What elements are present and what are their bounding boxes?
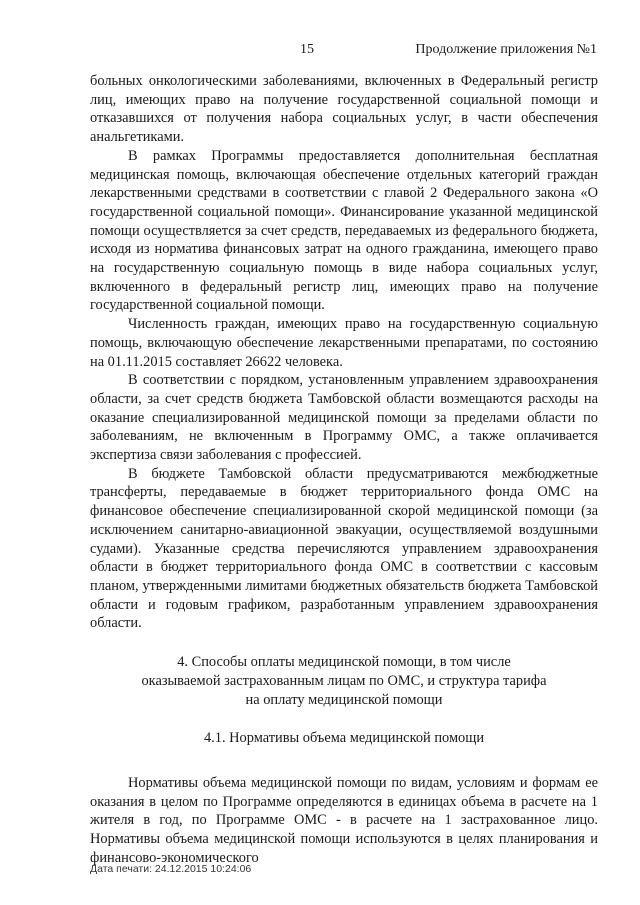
paragraph-interbudget-transfers: В бюджете Тамбовской области предусматриваются межбюджетные трансферты, передаваемые в бюджет территориального фонда ОМС на финансовое обеспечение специализированной скорой медицинской помощи (за исключением санитарно-авиационной эвакуации, осуществляемой воздушными судами). Указанные средства перечисляются управлением здравоохранения области в бюджет территориального фонда ОМС в соответствии с кассовым планом, утвержденными лимитами бюджетных обязательств бюджета Тамбовской области и годовым графиком, разработанным управлением здравоохранения области. (90, 465, 598, 632)
paragraph-expense-reimbursement: В соответствии с порядком, установленным управлением здравоохранения области, за счет средств бюджета Тамбовской области возмещаются расходы на оказание специализированной медицинской помощи за пределами области по заболеваниям, не включенным в Программу ОМС, а также оплачивается экспертиза связи заболевания с профессией. (90, 372, 598, 464)
document-body (90, 72, 598, 867)
paragraph-citizen-count: Численность граждан, имеющих право на государственную социальную помощь, включающую обеспечение лекарственными препаратами, по состоянию на 01.11.2015 составляет 26622 человека. (90, 316, 598, 370)
paragraph-volume-norms: Нормативы объема медицинской помощи по видам, условиям и формам ее оказания в целом по Программе определяются в единицах объема в расчете на 1 жителя в год, по Программе ОМС - в расчете на 1 застрахованное лицо. Нормативы объема медицинской помощи используются в целях планирования и финансово-экономического (90, 774, 598, 866)
section-heading-line: 4. Способы оплаты медицинской помощи, в том числе (177, 654, 511, 671)
paragraph-program-assistance: В рамках Программы предоставляется дополнительная бесплатная медицинская помощь, включающая обеспечение отдельных категорий граждан лекарственными средствами в соответствии с главой 2 Федерального закона «О государственной социальной помощи». Финансирование указанной медицинской помощи осуществляется за счет средств, передаваемых из федерального бюджета, исходя из норматива финансовых затрат на одного гражданина, имеющего право на государственную социальную помощь в виде набора социальных услуг, включенного в федеральный регистр лиц, имеющих право на получение государственной социальной помощи. (90, 147, 598, 314)
paragraph-continuation: больных онкологическими заболеваниями, включенных в Федеральный регистр лиц, имеющих право на получение государственной социальной помощи и отказавшихся от получения набора социальных услуг, в части обеспечения анальгетиками. (90, 73, 598, 146)
subsection-heading: 4.1. Нормативы объема медицинской помощи (203, 730, 485, 747)
section-heading-line: оказываемой застрахованным лицам по ОМС, и структура тарифа (141, 672, 547, 689)
page-number: 15 (300, 42, 314, 57)
appendix-note: Продолжение приложения №1 (415, 42, 597, 57)
section-heading (90, 653, 598, 709)
print-date: Дата печати: 24.12.2015 10:24:06 (90, 863, 252, 875)
section-heading-line: на оплату медицинской помощи (245, 691, 443, 708)
